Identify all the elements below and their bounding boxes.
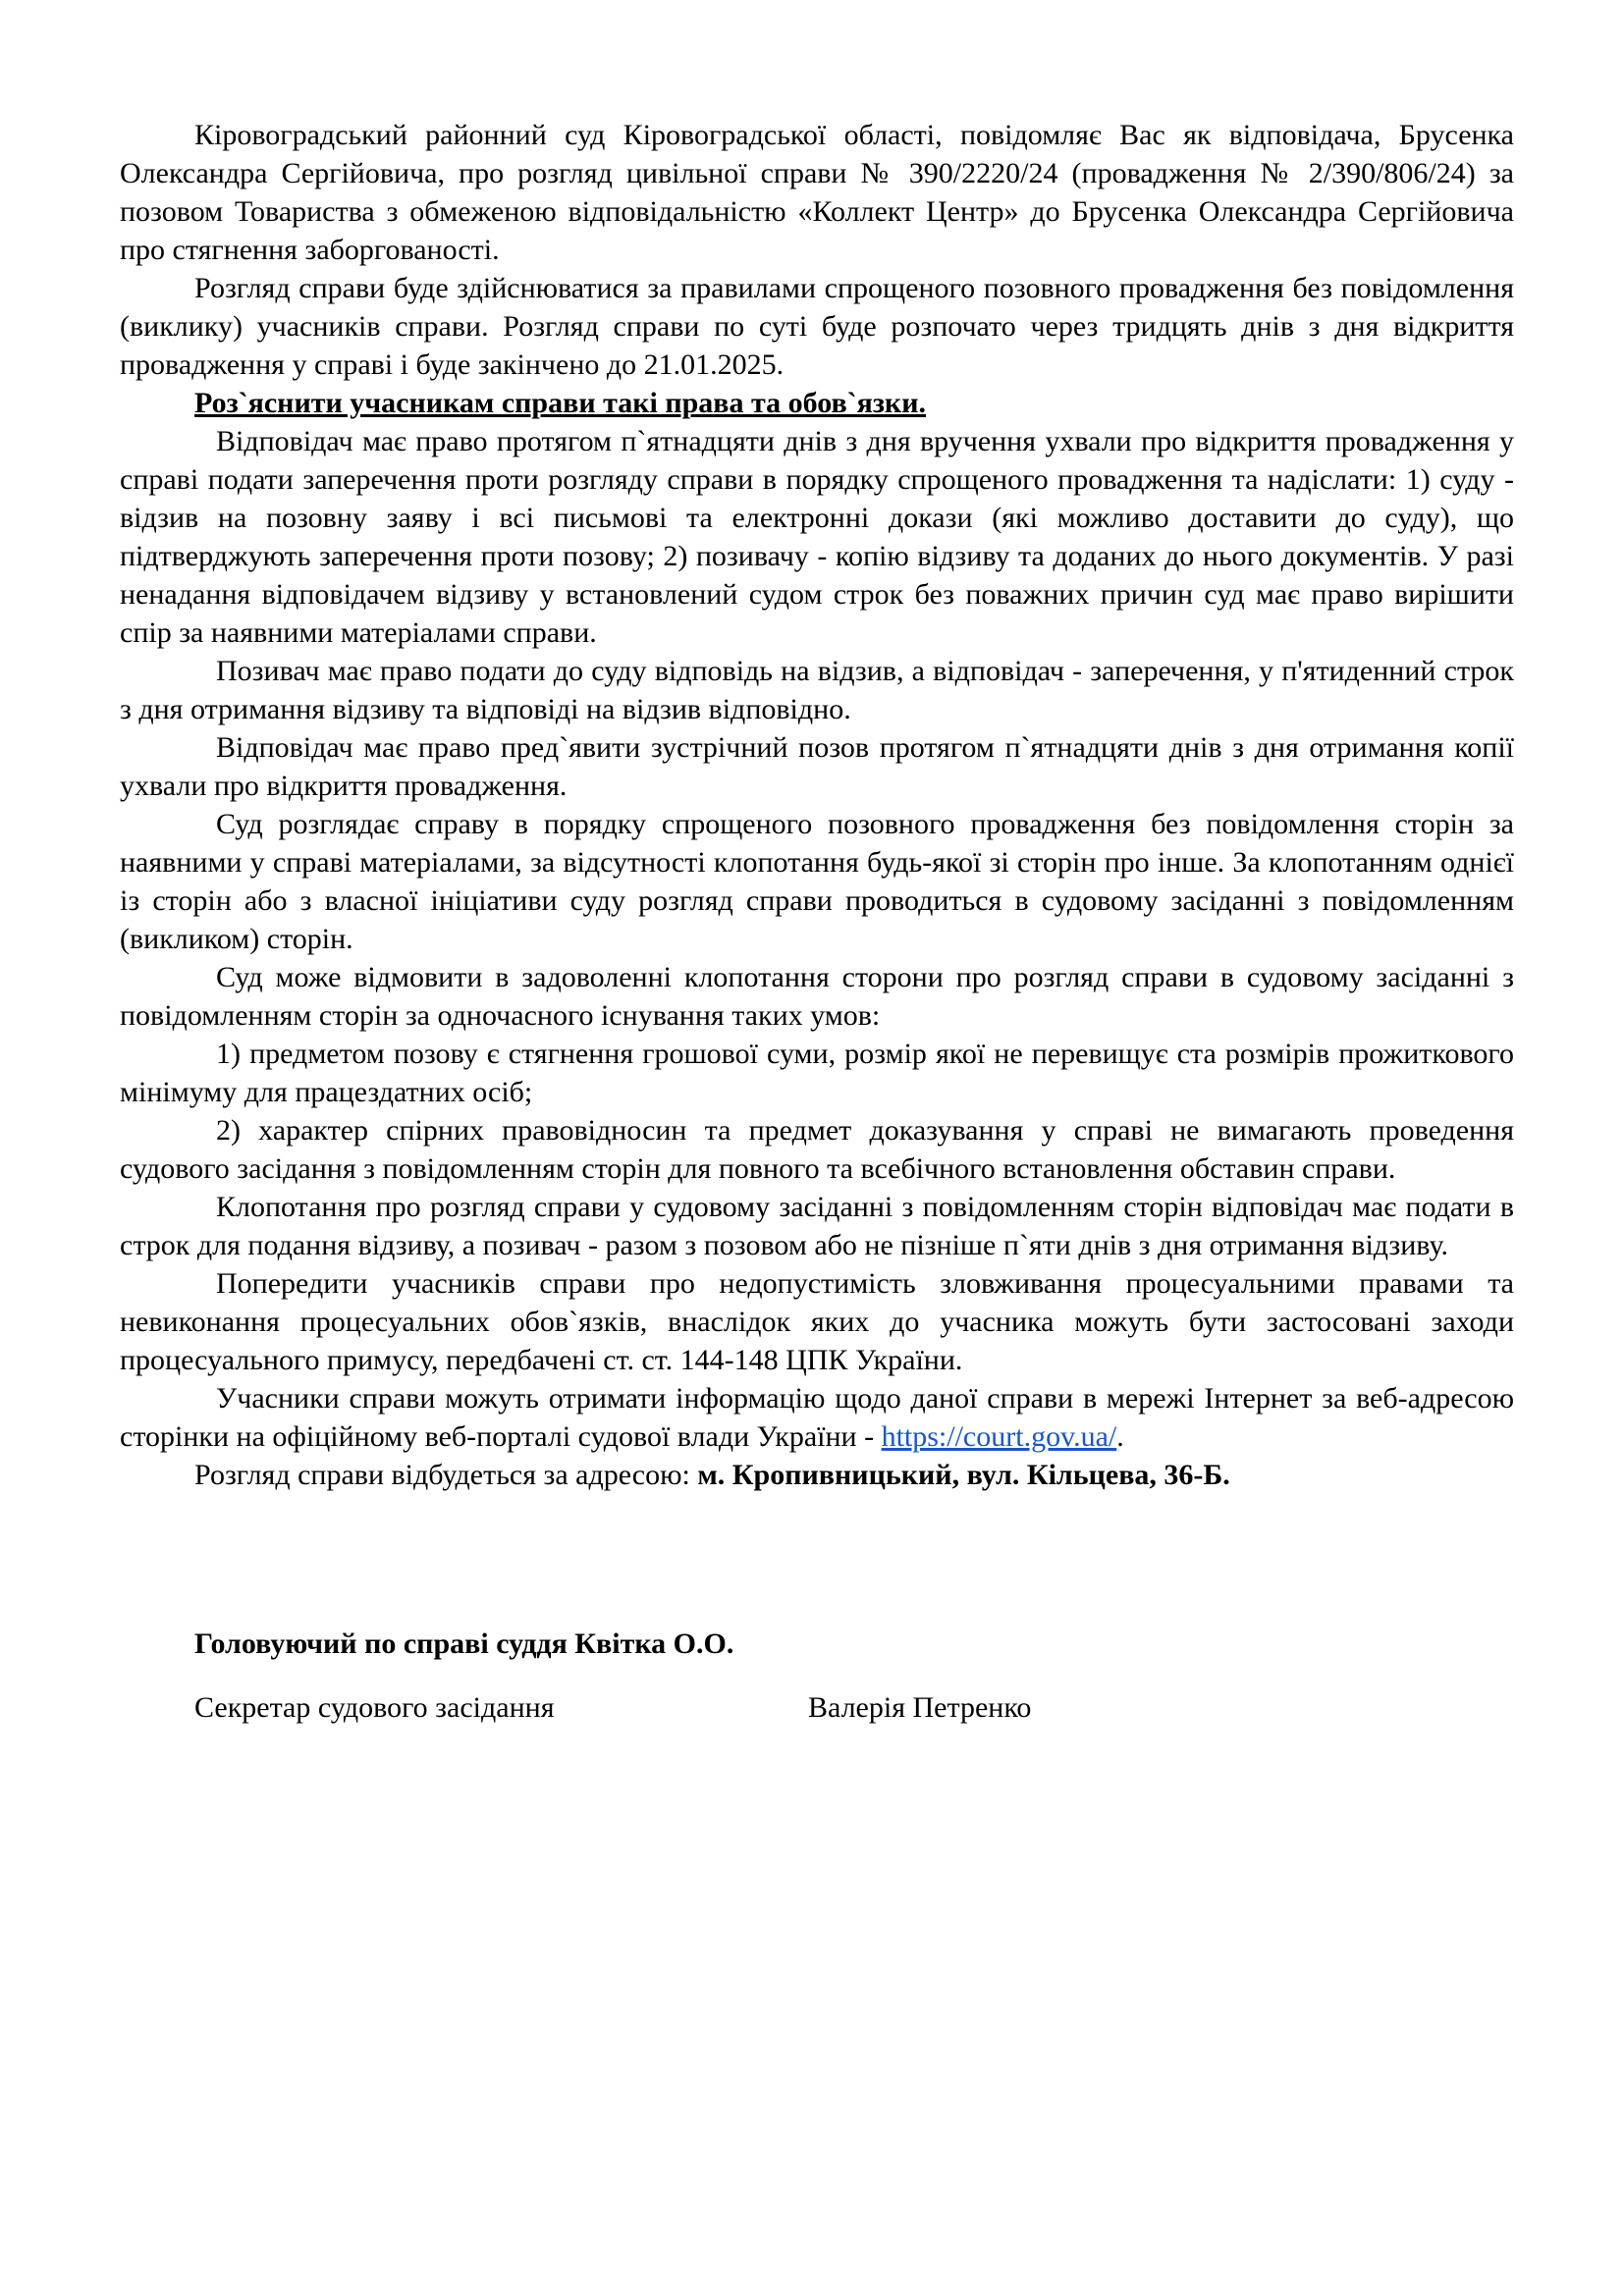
plaintiff-rights-paragraph: Позивач має право подати до суду відповідь на відзив, а відповідач - заперечення, у п'ятиденний строк з дня отримання відзиву та відповіді на відзив відповідно. [120, 655, 1514, 725]
refusal-conditions-paragraph: Суд може відмовити в задоволенні клопотання сторони про розгляд справи в судовому засіданні з повідомленням сторін за одночасного існування таких умов: [120, 961, 1514, 1032]
court-website-link[interactable]: https://court.gov.ua/ [881, 1420, 1117, 1453]
motion-deadline-paragraph: Клопотання про розгляд справи у судовому засіданні з повідомленням сторін відповідач має подати в строк для подання відзиву, а позивач - разом з позовом або не пізніше п`яти днів з дня отримання відзиву. [120, 1191, 1514, 1261]
simplified-procedure-paragraph: Суд розглядає справу в порядку спрощеного позовного провадження без повідомлення сторін за наявними у справі матеріалами, за відсутності клопотання будь-якої зі сторін про інше. За клопотанням однієї із сторін або з власної ініціативи суду розгляд справи проводиться в судовому засіданні з повідомленням (викликом) сторін. [120, 808, 1514, 955]
court-address: м. Кропивницький, вул. Кільцева, 36-Б. [697, 1459, 1230, 1491]
procedure-paragraph: Розгляд справи буде здійснюватися за правилами спрощеного позовного провадження без повідомлення (виклику) учасників справи. Розгляд справи по суті буде розпочато через тридцять днів з дня відкриття провадження у справі і буде закінчено до 21.01.2025. [120, 272, 1514, 381]
internet-end: . [1116, 1420, 1124, 1453]
condition-2-paragraph: 2) характер спірних правовідносин та предмет доказування у справі не вимагають проведення судового засідання з повідомленням сторін для повного та всебічного встановлення обставин справи. [120, 1114, 1514, 1185]
secretary-name: Валерія Петренко [808, 1691, 1032, 1724]
internet-paragraph [120, 1379, 1514, 1456]
defendant-rights-paragraph: Відповідач має право протягом п`ятнадцяти днів з дня вручення ухвали про відкриття провадження у справі подати заперечення проти розгляду справи в порядку спрощеного провадження та надіслати: 1) суду - відзив на позовну заяву і всі письмові та електронні докази (які можливо доставити до суду), що підтверджують заперечення проти позову; 2) позивачу - копію відзиву та доданих до нього документів. У разі ненадання відповідачем відзиву у встановлений судом строк без поважних причин суд має право вирішити спір за наявними матеріалами справи. [120, 425, 1514, 649]
address-paragraph [120, 1456, 1514, 1494]
notice-paragraph: Кіровоградський районний суд Кіровоградської області, повідомляє Вас як відповідача, Брусенка Олександра Сергійовича, про розгляд цивільної справи № 390/2220/24 (провадження № 2/390/806/24) за позовом Товариства з обмеженою відповідальністю «Коллект Центр» до Брусенка Олександра Сергійовича про стягнення заборгованості. [120, 119, 1514, 266]
warning-paragraph: Попередити учасників справи про недопустимість зловживання процесуальними правами та невиконання процесуальних обов`язків, внаслідок яких до учасника можуть бути застосовані заходи процесуального примусу, передбачені ст. ст. 144-148 ЦПК України. [120, 1267, 1514, 1376]
presiding-judge: Головуючий по справі суддя Квітка О.О. [194, 1628, 734, 1660]
counterclaim-paragraph: Відповідач має право пред`явити зустрічний позов протягом п`ятнадцяти днів з дня отримання копії ухвали про відкриття провадження. [120, 731, 1514, 802]
rights-heading: Роз`яснити учасникам справи такі права та обов`язки. [194, 387, 927, 419]
condition-1-paragraph: 1) предметом позову є стягнення грошової суми, розмір якої не перевищує ста розмірів прожиткового мінімуму для працездатних осіб; [120, 1038, 1514, 1108]
secretary-label: Секретар судового засідання [194, 1691, 555, 1724]
document-body [120, 116, 1514, 1494]
secretary-row [194, 1688, 1176, 1727]
internet-text: Учасники справи можуть отримати інформацію щодо даної справи в мережі Інтернет за веб-адресою сторінки на офіційному веб-порталі судової влади України - [120, 1382, 1514, 1453]
address-label: Розгляд справи відбудеться за адресою: [194, 1459, 698, 1491]
